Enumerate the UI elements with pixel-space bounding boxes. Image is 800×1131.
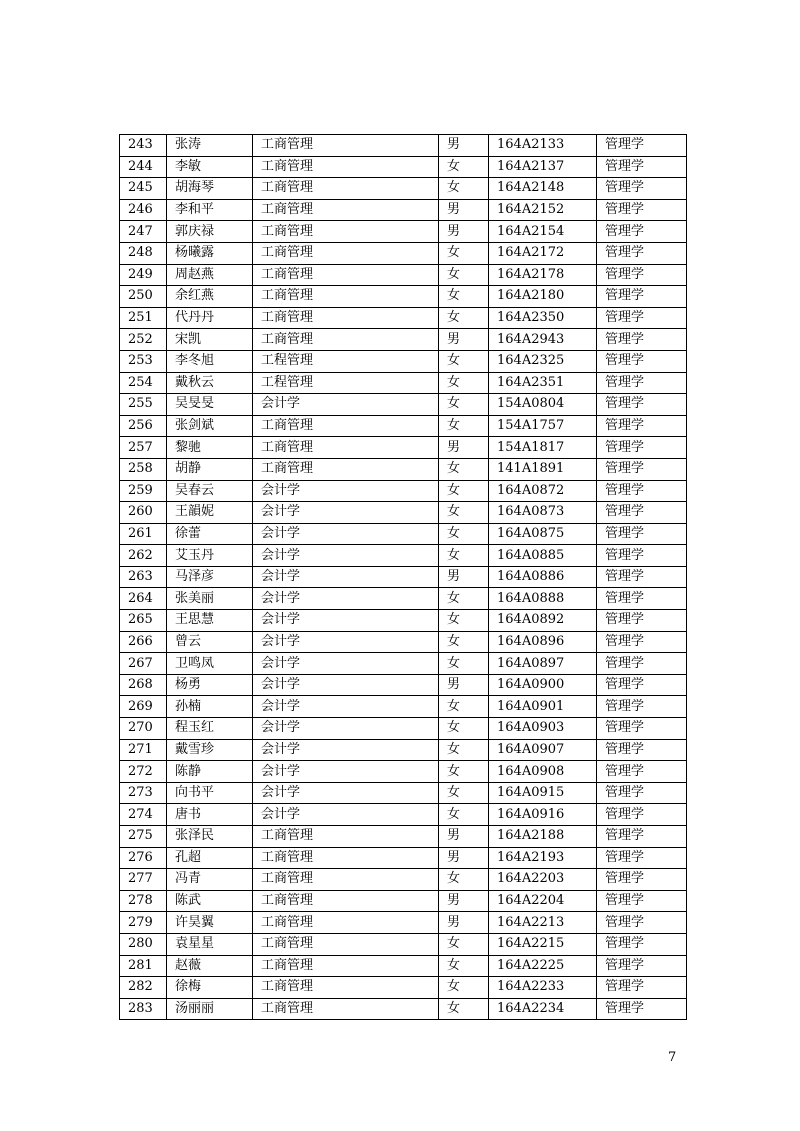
student-id-cell: 164A2325: [489, 350, 597, 372]
discipline-cell: 管理学: [597, 739, 687, 761]
gender-cell: 男: [439, 329, 489, 351]
table-row: [120, 847, 687, 869]
table-row: [120, 350, 687, 372]
discipline-cell: 管理学: [597, 415, 687, 437]
table-row: [120, 588, 687, 610]
major-cell: 会计学: [253, 782, 439, 804]
table-row: [120, 566, 687, 588]
discipline-cell: 管理学: [597, 458, 687, 480]
major-cell: 会计学: [253, 761, 439, 783]
gender-cell: 女: [439, 286, 489, 308]
major-cell: 会计学: [253, 631, 439, 653]
gender-cell: 男: [439, 847, 489, 869]
major-cell: 工商管理: [253, 286, 439, 308]
student-id-cell: 164A2152: [489, 199, 597, 221]
gender-cell: 女: [439, 502, 489, 524]
name-cell: 赵薇: [167, 955, 253, 977]
row-number-cell: 262: [120, 545, 167, 567]
gender-cell: 女: [439, 372, 489, 394]
name-cell: 张涛: [167, 135, 253, 157]
table-row: [120, 545, 687, 567]
gender-cell: 女: [439, 782, 489, 804]
gender-cell: 女: [439, 523, 489, 545]
gender-cell: 女: [439, 955, 489, 977]
student-id-cell: 164A0916: [489, 804, 597, 826]
major-cell: 工商管理: [253, 458, 439, 480]
gender-cell: 女: [439, 998, 489, 1020]
name-cell: 孙楠: [167, 696, 253, 718]
major-cell: 工商管理: [253, 998, 439, 1020]
gender-cell: 女: [439, 178, 489, 200]
discipline-cell: 管理学: [597, 372, 687, 394]
row-number-cell: 276: [120, 847, 167, 869]
gender-cell: 女: [439, 869, 489, 891]
student-id-cell: 164A0915: [489, 782, 597, 804]
discipline-cell: 管理学: [597, 264, 687, 286]
student-id-cell: 164A2178: [489, 264, 597, 286]
discipline-cell: 管理学: [597, 718, 687, 740]
gender-cell: 女: [439, 977, 489, 999]
student-id-cell: 164A0892: [489, 610, 597, 632]
row-number-cell: 255: [120, 394, 167, 416]
student-id-cell: 164A2180: [489, 286, 597, 308]
major-cell: 工商管理: [253, 135, 439, 157]
discipline-cell: 管理学: [597, 977, 687, 999]
major-cell: 工商管理: [253, 178, 439, 200]
discipline-cell: 管理学: [597, 955, 687, 977]
name-cell: 艾玉丹: [167, 545, 253, 567]
row-number-cell: 264: [120, 588, 167, 610]
name-cell: 代丹丹: [167, 307, 253, 329]
gender-cell: 女: [439, 480, 489, 502]
major-cell: 工商管理: [253, 264, 439, 286]
student-id-cell: 164A0873: [489, 502, 597, 524]
discipline-cell: 管理学: [597, 933, 687, 955]
discipline-cell: 管理学: [597, 761, 687, 783]
gender-cell: 女: [439, 933, 489, 955]
table-row: [120, 242, 687, 264]
name-cell: 李和平: [167, 199, 253, 221]
student-id-cell: 164A0885: [489, 545, 597, 567]
row-number-cell: 266: [120, 631, 167, 653]
table-row: [120, 502, 687, 524]
table-row: [120, 869, 687, 891]
table-row: [120, 912, 687, 934]
student-id-cell: 164A0888: [489, 588, 597, 610]
table-row: [120, 933, 687, 955]
gender-cell: 女: [439, 588, 489, 610]
gender-cell: 男: [439, 135, 489, 157]
name-cell: 胡海琴: [167, 178, 253, 200]
student-id-cell: 164A2213: [489, 912, 597, 934]
row-number-cell: 272: [120, 761, 167, 783]
gender-cell: 男: [439, 912, 489, 934]
name-cell: 戴雪珍: [167, 739, 253, 761]
row-number-cell: 250: [120, 286, 167, 308]
student-id-cell: 164A2154: [489, 221, 597, 243]
discipline-cell: 管理学: [597, 502, 687, 524]
student-id-cell: 164A2225: [489, 955, 597, 977]
row-number-cell: 261: [120, 523, 167, 545]
row-number-cell: 254: [120, 372, 167, 394]
name-cell: 陈武: [167, 890, 253, 912]
name-cell: 杨曦露: [167, 242, 253, 264]
gender-cell: 女: [439, 739, 489, 761]
row-number-cell: 256: [120, 415, 167, 437]
row-number-cell: 273: [120, 782, 167, 804]
discipline-cell: 管理学: [597, 696, 687, 718]
gender-cell: 女: [439, 156, 489, 178]
discipline-cell: 管理学: [597, 307, 687, 329]
discipline-cell: 管理学: [597, 674, 687, 696]
major-cell: 会计学: [253, 804, 439, 826]
major-cell: 工程管理: [253, 350, 439, 372]
table-row: [120, 178, 687, 200]
major-cell: 会计学: [253, 545, 439, 567]
name-cell: 唐书: [167, 804, 253, 826]
name-cell: 吴旻旻: [167, 394, 253, 416]
gender-cell: 女: [439, 718, 489, 740]
gender-cell: 男: [439, 826, 489, 848]
name-cell: 徐蕾: [167, 523, 253, 545]
discipline-cell: 管理学: [597, 480, 687, 502]
table-row: [120, 264, 687, 286]
name-cell: 许昊翼: [167, 912, 253, 934]
row-number-cell: 258: [120, 458, 167, 480]
major-cell: 工商管理: [253, 415, 439, 437]
major-cell: 工商管理: [253, 977, 439, 999]
table-row: [120, 782, 687, 804]
row-number-cell: 252: [120, 329, 167, 351]
discipline-cell: 管理学: [597, 199, 687, 221]
major-cell: 工商管理: [253, 199, 439, 221]
student-id-cell: 164A0886: [489, 566, 597, 588]
student-id-cell: 164A2193: [489, 847, 597, 869]
student-id-cell: 164A0907: [489, 739, 597, 761]
discipline-cell: 管理学: [597, 178, 687, 200]
student-id-cell: 164A0903: [489, 718, 597, 740]
discipline-cell: 管理学: [597, 286, 687, 308]
row-number-cell: 245: [120, 178, 167, 200]
name-cell: 向书平: [167, 782, 253, 804]
major-cell: 工商管理: [253, 221, 439, 243]
discipline-cell: 管理学: [597, 135, 687, 157]
table-row: [120, 307, 687, 329]
name-cell: 胡静: [167, 458, 253, 480]
gender-cell: 女: [439, 264, 489, 286]
name-cell: 杨勇: [167, 674, 253, 696]
table-row: [120, 286, 687, 308]
major-cell: 会计学: [253, 523, 439, 545]
name-cell: 程玉红: [167, 718, 253, 740]
row-number-cell: 263: [120, 566, 167, 588]
row-number-cell: 248: [120, 242, 167, 264]
row-number-cell: 268: [120, 674, 167, 696]
gender-cell: 女: [439, 631, 489, 653]
gender-cell: 男: [439, 437, 489, 459]
discipline-cell: 管理学: [597, 394, 687, 416]
student-id-cell: 164A2233: [489, 977, 597, 999]
row-number-cell: 275: [120, 826, 167, 848]
row-number-cell: 265: [120, 610, 167, 632]
discipline-cell: 管理学: [597, 437, 687, 459]
table-row: [120, 610, 687, 632]
major-cell: 会计学: [253, 718, 439, 740]
name-cell: 张美丽: [167, 588, 253, 610]
discipline-cell: 管理学: [597, 545, 687, 567]
table-row: [120, 653, 687, 675]
gender-cell: 男: [439, 674, 489, 696]
major-cell: 会计学: [253, 674, 439, 696]
table-row: [120, 199, 687, 221]
discipline-cell: 管理学: [597, 869, 687, 891]
major-cell: 工程管理: [253, 372, 439, 394]
student-id-cell: 164A0908: [489, 761, 597, 783]
name-cell: 张泽民: [167, 826, 253, 848]
row-number-cell: 277: [120, 869, 167, 891]
row-number-cell: 251: [120, 307, 167, 329]
row-number-cell: 274: [120, 804, 167, 826]
major-cell: 会计学: [253, 588, 439, 610]
major-cell: 会计学: [253, 696, 439, 718]
gender-cell: 男: [439, 199, 489, 221]
name-cell: 周赵燕: [167, 264, 253, 286]
student-id-cell: 164A2148: [489, 178, 597, 200]
table-row: [120, 156, 687, 178]
discipline-cell: 管理学: [597, 588, 687, 610]
student-id-cell: 164A2172: [489, 242, 597, 264]
table-row: [120, 329, 687, 351]
table-row: [120, 415, 687, 437]
page-number: 7: [668, 1050, 677, 1065]
name-cell: 孔超: [167, 847, 253, 869]
table-row: [120, 458, 687, 480]
row-number-cell: 281: [120, 955, 167, 977]
student-id-cell: 164A2204: [489, 890, 597, 912]
name-cell: 李敏: [167, 156, 253, 178]
row-number-cell: 279: [120, 912, 167, 934]
table-row: [120, 890, 687, 912]
gender-cell: 女: [439, 761, 489, 783]
name-cell: 汤丽丽: [167, 998, 253, 1020]
major-cell: 工商管理: [253, 869, 439, 891]
row-number-cell: 253: [120, 350, 167, 372]
major-cell: 工商管理: [253, 847, 439, 869]
student-id-cell: 164A2234: [489, 998, 597, 1020]
student-id-cell: 164A0897: [489, 653, 597, 675]
row-number-cell: 267: [120, 653, 167, 675]
name-cell: 冯青: [167, 869, 253, 891]
row-number-cell: 249: [120, 264, 167, 286]
row-number-cell: 246: [120, 199, 167, 221]
name-cell: 余红燕: [167, 286, 253, 308]
discipline-cell: 管理学: [597, 523, 687, 545]
row-number-cell: 282: [120, 977, 167, 999]
discipline-cell: 管理学: [597, 631, 687, 653]
student-table-body: [120, 135, 687, 1020]
row-number-cell: 247: [120, 221, 167, 243]
student-id-cell: 164A2188: [489, 826, 597, 848]
table-row: [120, 480, 687, 502]
table-row: [120, 977, 687, 999]
name-cell: 戴秋云: [167, 372, 253, 394]
gender-cell: 女: [439, 610, 489, 632]
table-row: [120, 696, 687, 718]
major-cell: 工商管理: [253, 955, 439, 977]
major-cell: 工商管理: [253, 242, 439, 264]
discipline-cell: 管理学: [597, 350, 687, 372]
table-row: [120, 718, 687, 740]
student-id-cell: 164A2203: [489, 869, 597, 891]
discipline-cell: 管理学: [597, 804, 687, 826]
student-id-cell: 164A2215: [489, 933, 597, 955]
table-row: [120, 372, 687, 394]
gender-cell: 男: [439, 566, 489, 588]
student-id-cell: 164A0896: [489, 631, 597, 653]
discipline-cell: 管理学: [597, 653, 687, 675]
major-cell: 会计学: [253, 739, 439, 761]
gender-cell: 女: [439, 394, 489, 416]
table-row: [120, 804, 687, 826]
major-cell: 会计学: [253, 502, 439, 524]
major-cell: 工商管理: [253, 890, 439, 912]
student-table: [119, 134, 687, 1020]
name-cell: 吴春云: [167, 480, 253, 502]
major-cell: 工商管理: [253, 329, 439, 351]
table-row: [120, 826, 687, 848]
row-number-cell: 283: [120, 998, 167, 1020]
row-number-cell: 271: [120, 739, 167, 761]
gender-cell: 女: [439, 242, 489, 264]
row-number-cell: 243: [120, 135, 167, 157]
student-id-cell: 141A1891: [489, 458, 597, 480]
row-number-cell: 260: [120, 502, 167, 524]
student-id-cell: 164A0872: [489, 480, 597, 502]
row-number-cell: 280: [120, 933, 167, 955]
table-row: [120, 674, 687, 696]
student-id-cell: 154A1757: [489, 415, 597, 437]
gender-cell: 女: [439, 653, 489, 675]
row-number-cell: 244: [120, 156, 167, 178]
major-cell: 会计学: [253, 480, 439, 502]
student-id-cell: 154A1817: [489, 437, 597, 459]
name-cell: 曾云: [167, 631, 253, 653]
major-cell: 会计学: [253, 394, 439, 416]
table-row: [120, 631, 687, 653]
gender-cell: 男: [439, 221, 489, 243]
discipline-cell: 管理学: [597, 221, 687, 243]
row-number-cell: 278: [120, 890, 167, 912]
name-cell: 李冬旭: [167, 350, 253, 372]
student-id-cell: 164A0900: [489, 674, 597, 696]
discipline-cell: 管理学: [597, 329, 687, 351]
student-id-cell: 164A2350: [489, 307, 597, 329]
discipline-cell: 管理学: [597, 782, 687, 804]
major-cell: 会计学: [253, 653, 439, 675]
gender-cell: 女: [439, 458, 489, 480]
student-id-cell: 164A0901: [489, 696, 597, 718]
gender-cell: 女: [439, 545, 489, 567]
student-id-cell: 164A2351: [489, 372, 597, 394]
table-row: [120, 221, 687, 243]
major-cell: 会计学: [253, 566, 439, 588]
gender-cell: 女: [439, 804, 489, 826]
table-row: [120, 437, 687, 459]
discipline-cell: 管理学: [597, 998, 687, 1020]
name-cell: 袁星星: [167, 933, 253, 955]
student-id-cell: 164A2943: [489, 329, 597, 351]
name-cell: 王思慧: [167, 610, 253, 632]
gender-cell: 女: [439, 415, 489, 437]
student-id-cell: 164A2137: [489, 156, 597, 178]
discipline-cell: 管理学: [597, 242, 687, 264]
row-number-cell: 257: [120, 437, 167, 459]
name-cell: 郭庆禄: [167, 221, 253, 243]
discipline-cell: 管理学: [597, 610, 687, 632]
name-cell: 宋凯: [167, 329, 253, 351]
major-cell: 工商管理: [253, 826, 439, 848]
row-number-cell: 259: [120, 480, 167, 502]
name-cell: 张剑斌: [167, 415, 253, 437]
student-id-cell: 164A2133: [489, 135, 597, 157]
name-cell: 卫鸣凤: [167, 653, 253, 675]
discipline-cell: 管理学: [597, 826, 687, 848]
discipline-cell: 管理学: [597, 890, 687, 912]
student-id-cell: 164A0875: [489, 523, 597, 545]
major-cell: 会计学: [253, 610, 439, 632]
row-number-cell: 270: [120, 718, 167, 740]
table-row: [120, 998, 687, 1020]
name-cell: 黎驰: [167, 437, 253, 459]
major-cell: 工商管理: [253, 437, 439, 459]
table-row: [120, 394, 687, 416]
table-row: [120, 739, 687, 761]
discipline-cell: 管理学: [597, 912, 687, 934]
discipline-cell: 管理学: [597, 847, 687, 869]
table-row: [120, 955, 687, 977]
table-row: [120, 523, 687, 545]
name-cell: 王韻妮: [167, 502, 253, 524]
row-number-cell: 269: [120, 696, 167, 718]
discipline-cell: 管理学: [597, 566, 687, 588]
major-cell: 工商管理: [253, 156, 439, 178]
table-row: [120, 761, 687, 783]
gender-cell: 女: [439, 696, 489, 718]
name-cell: 马泽彦: [167, 566, 253, 588]
major-cell: 工商管理: [253, 307, 439, 329]
gender-cell: 女: [439, 350, 489, 372]
gender-cell: 男: [439, 890, 489, 912]
gender-cell: 女: [439, 307, 489, 329]
major-cell: 工商管理: [253, 912, 439, 934]
discipline-cell: 管理学: [597, 156, 687, 178]
table-row: [120, 135, 687, 157]
name-cell: 陈静: [167, 761, 253, 783]
name-cell: 徐梅: [167, 977, 253, 999]
student-id-cell: 154A0804: [489, 394, 597, 416]
major-cell: 工商管理: [253, 933, 439, 955]
